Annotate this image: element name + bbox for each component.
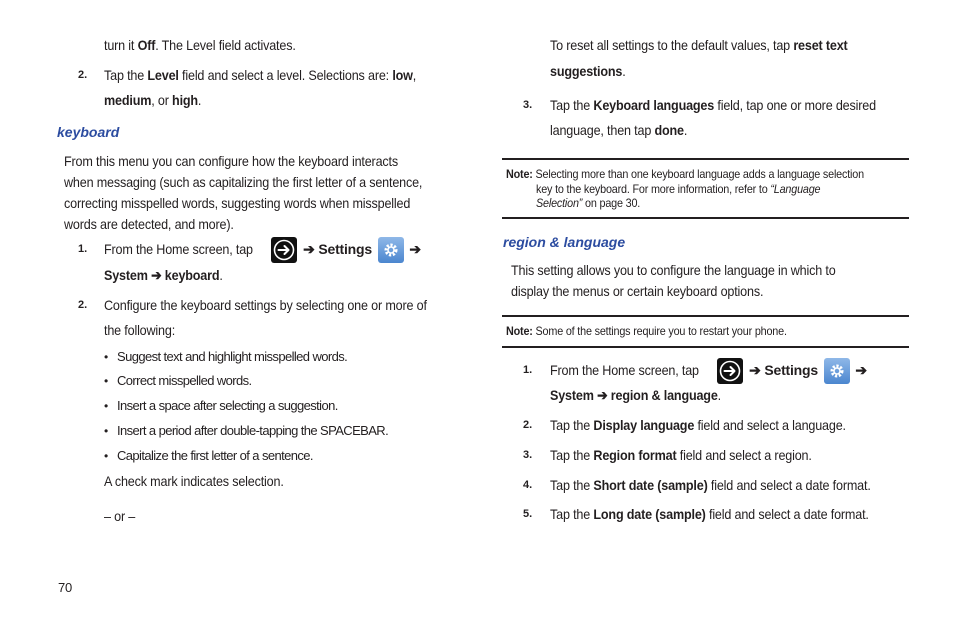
k2-line-1: Configure the keyboard settings by selecting one or more of	[104, 297, 427, 313]
short-date-term: Short date (sample)	[593, 477, 708, 493]
bullet-dot: •	[104, 424, 109, 438]
settings-gear-icon	[378, 237, 404, 263]
r5-line	[550, 505, 869, 523]
continuation-line	[104, 36, 296, 54]
text: .	[717, 387, 721, 403]
high-term: high	[172, 92, 198, 108]
reset-line-2	[550, 62, 626, 80]
arrow-icon: ➔	[303, 241, 315, 257]
bullet-dot: •	[104, 350, 109, 364]
text: From the Home screen, tap	[104, 241, 253, 257]
text: To reset all settings to the default values, tap	[550, 37, 794, 53]
intro-line-3: correcting misspelled words, suggesting words when misspelled	[64, 195, 411, 211]
text: Some of the settings require you to restart your phone.	[532, 324, 787, 338]
r1-line-1	[550, 357, 867, 384]
text: field and select a level. Selections are:	[178, 67, 393, 83]
text: . The Level field activates.	[155, 37, 296, 53]
bullet-item: Correct misspelled words.	[117, 373, 252, 388]
keyboard-heading: keyboard	[57, 124, 120, 140]
step-number: 2.	[523, 419, 533, 431]
text: , or	[151, 92, 173, 108]
arrow-icon: ➔	[749, 362, 761, 378]
region-language-term: region & language	[610, 387, 718, 403]
text: language, then tap	[550, 122, 655, 138]
keyboard-term: keyboard	[164, 267, 220, 283]
text: field and select a date format.	[705, 506, 869, 522]
bullet-dot: •	[104, 374, 109, 388]
text: Tap the	[550, 477, 594, 493]
or-separator: – or –	[104, 508, 136, 524]
long-date-term: Long date (sample)	[593, 506, 706, 522]
bullet-item: Suggest text and highlight misspelled words.	[117, 349, 348, 364]
note-1-line-1	[506, 167, 864, 181]
r1-line-2	[550, 386, 721, 404]
intro-line-4: words are detected, and more).	[64, 216, 234, 232]
text: key to the keyboard. For more information, refer to	[536, 182, 771, 196]
done-term: done	[654, 122, 684, 138]
step-number: 1.	[523, 364, 533, 376]
s3-line-2	[550, 121, 687, 139]
text: ,	[412, 67, 417, 83]
text: turn it	[104, 37, 138, 53]
arrow-icon: ➔	[597, 387, 608, 403]
arrow-icon: ➔	[151, 267, 162, 283]
system-term: System	[550, 387, 594, 403]
text: From the Home screen, tap	[550, 362, 699, 378]
intro-line-1: From this menu you can configure how the keyboard interacts	[64, 153, 398, 169]
bullet-item: Insert a period after double-tapping the SPACEBAR.	[117, 423, 389, 438]
region-intro-line-1: This setting allows you to configure the language in which to	[511, 262, 836, 278]
step-number: 1.	[78, 243, 88, 255]
off-term: Off	[137, 37, 156, 53]
region-intro-line-2: display the menus or certain keyboard options.	[511, 283, 764, 299]
r3-line	[550, 446, 812, 464]
note-rule-top	[502, 315, 909, 317]
arrow-icon: ➔	[855, 362, 867, 378]
cross-ref: Selection”	[536, 196, 583, 210]
text: field and select a date format.	[707, 477, 871, 493]
text: on page 30.	[582, 196, 641, 210]
s3-line-1	[550, 96, 876, 114]
home-arrow-icon	[271, 237, 297, 263]
region-format-term: Region format	[593, 447, 677, 463]
cross-ref: “Language	[770, 182, 821, 196]
text: Tap the	[550, 447, 594, 463]
display-language-term: Display language	[593, 417, 695, 433]
note-rule-bottom	[502, 346, 909, 348]
step-number: 3.	[523, 449, 533, 461]
step-number: 2.	[78, 299, 88, 311]
r4-line	[550, 476, 871, 494]
text: Tap the	[550, 417, 594, 433]
medium-term: medium	[104, 92, 152, 108]
k1-line-1	[104, 236, 421, 263]
note-label: Note:	[506, 324, 533, 338]
k2-line-2: the following:	[104, 322, 176, 338]
text: Tap the	[550, 506, 594, 522]
text: Tap the	[550, 97, 594, 113]
home-arrow-icon	[717, 358, 743, 384]
bullet-item: Insert a space after selecting a suggestion.	[117, 398, 338, 413]
k1-line-2	[104, 266, 223, 284]
bullet-item: Capitalize the first letter of a sentence.	[117, 448, 313, 463]
text: field and select a region.	[676, 447, 812, 463]
step-number: 3.	[523, 99, 533, 111]
region-language-heading: region & language	[503, 234, 626, 250]
step-2-line-2	[104, 91, 201, 109]
note-rule-bottom	[502, 217, 909, 219]
system-term: System	[104, 267, 148, 283]
settings-term: Settings	[318, 241, 372, 257]
step-number: 5.	[523, 508, 533, 520]
step-2-line-1	[104, 66, 416, 84]
text: .	[683, 122, 688, 138]
settings-term: Settings	[764, 362, 818, 378]
text: Tap the	[104, 67, 148, 83]
text: Selecting more than one keyboard language adds a language selection	[535, 167, 864, 181]
step-number: 4.	[523, 479, 533, 491]
text: field, tap one or more desired	[714, 97, 876, 113]
note-label: Note:	[506, 167, 533, 181]
text: .	[622, 63, 626, 79]
bullet-dot: •	[104, 399, 109, 413]
suggestions-term: suggestions	[550, 63, 623, 79]
r2-line	[550, 416, 846, 434]
bullet-dot: •	[104, 449, 109, 463]
text: .	[197, 92, 202, 108]
note-1-line-3	[536, 196, 640, 210]
note-2	[506, 324, 787, 338]
keyboard-languages-term: Keyboard languages	[593, 97, 715, 113]
check-mark-text: A check mark indicates selection.	[104, 473, 284, 489]
intro-line-2: when messaging (such as capitalizing the first letter of a sentence,	[64, 174, 423, 190]
settings-gear-icon	[824, 358, 850, 384]
arrow-icon: ➔	[409, 241, 421, 257]
text: field and select a language.	[694, 417, 846, 433]
reset-line-1	[550, 36, 848, 54]
low-term: low	[392, 67, 413, 83]
step-number: 2.	[78, 69, 88, 81]
note-rule-top	[502, 158, 909, 160]
reset-text-term: reset text	[793, 37, 848, 53]
note-1-line-2	[536, 182, 820, 196]
page-number: 70	[58, 580, 73, 595]
level-term: Level	[147, 67, 179, 83]
text: .	[219, 267, 223, 283]
